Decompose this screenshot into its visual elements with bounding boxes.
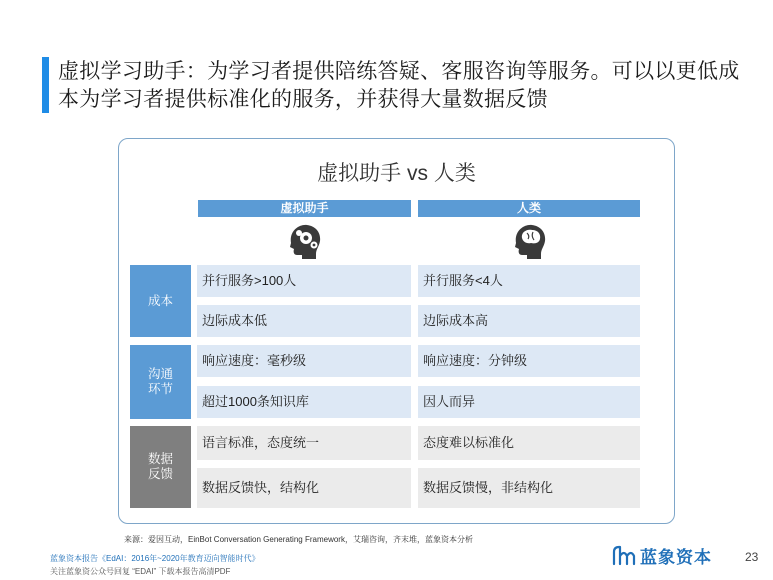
cell-ai: 数据反馈快，结构化	[197, 468, 411, 508]
category-data-feedback	[130, 426, 191, 508]
cell-ai: 响应速度：毫秒级	[197, 345, 411, 377]
cell-ai: 语言标准，态度统一	[197, 426, 411, 460]
cell-human: 并行服务<4人	[418, 265, 640, 297]
page-title: 虚拟学习助手：为学习者提供陪练答疑、客服咨询等服务。可以以更低成本为学习者提供标准化的服务，并获得大量数据反馈	[58, 60, 740, 111]
company-logo	[611, 543, 712, 568]
column-header-human: 人类	[418, 200, 640, 217]
title-accent-bar	[42, 57, 49, 113]
category-label: 成本	[147, 293, 173, 308]
cell-ai: 超过1000条知识库	[197, 386, 411, 418]
cell-ai: 并行服务>100人	[197, 265, 411, 297]
comparison-card	[118, 138, 675, 524]
cell-human: 边际成本高	[418, 305, 640, 337]
report-title-footer: 蓝象资本报告《EdAI：2016年~2020年教育迈向智能时代》	[50, 554, 260, 563]
column-header-ai: 虚拟助手	[198, 200, 411, 217]
cell-human: 因人而异	[418, 386, 640, 418]
category-communication	[130, 345, 191, 419]
brain-head-icon	[508, 221, 548, 261]
cell-human: 响应速度：分钟级	[418, 345, 640, 377]
card-title: 虚拟助手 vs 人类	[317, 162, 476, 185]
category-label: 数据反馈	[147, 452, 173, 481]
cell-ai: 边际成本低	[197, 305, 411, 337]
source-note: 来源：爱因互动，EinBot Conversation Generating Framework，艾瑞咨询，齐末堆，蓝象资本分析	[124, 535, 473, 544]
logo-mark-icon	[611, 544, 637, 568]
brain-gears-head-icon	[283, 221, 323, 261]
download-note-footer: 关注蓝象资公众号回复 “EDAI” 下载本报告高清PDF	[50, 567, 231, 576]
page-number: 23	[745, 550, 759, 564]
cell-human: 数据反馈慢，非结构化	[418, 468, 640, 508]
cell-human: 态度难以标准化	[418, 426, 640, 460]
category-cost	[130, 265, 191, 337]
logo-text: 蓝象资本	[640, 548, 712, 567]
category-label: 沟通环节	[147, 367, 173, 396]
